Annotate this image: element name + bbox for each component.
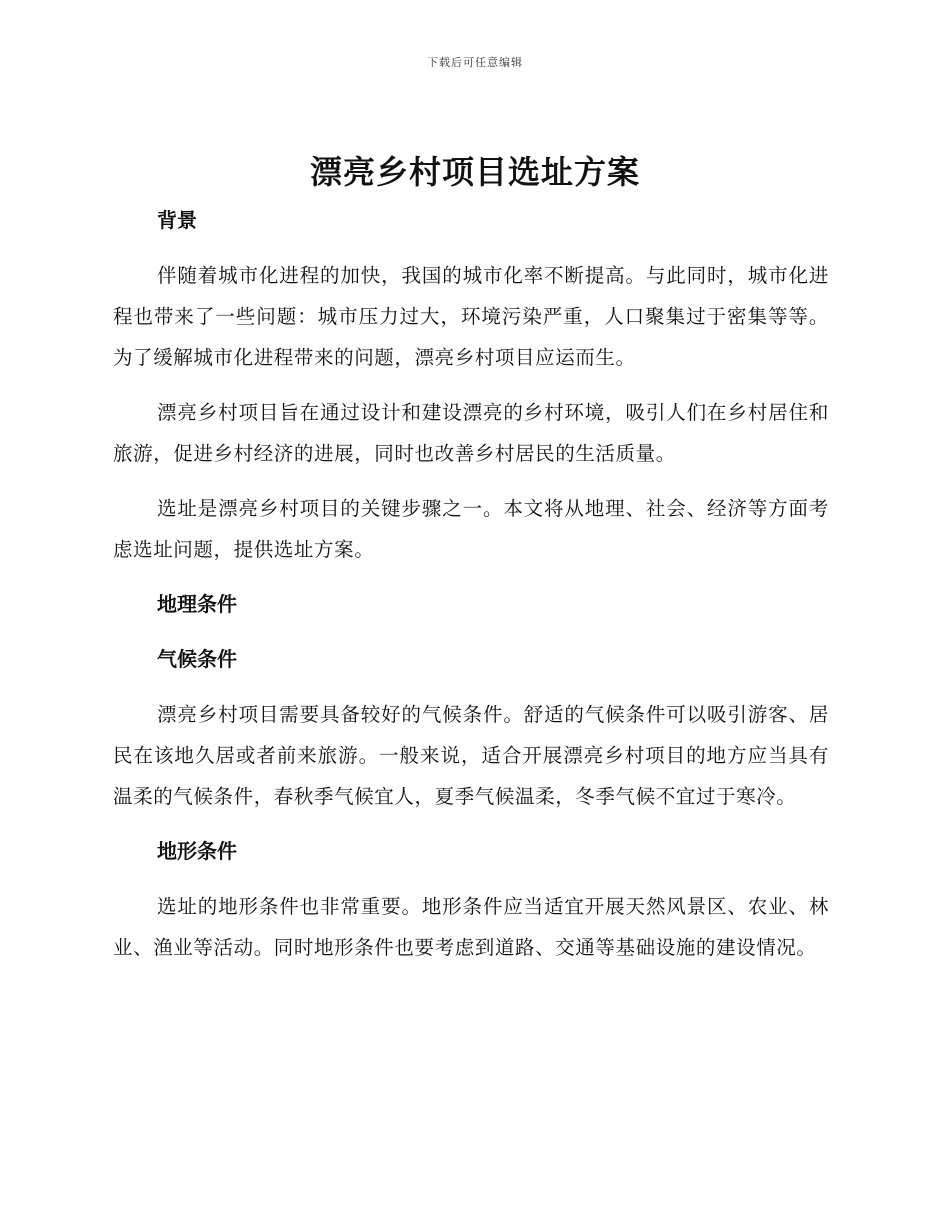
paragraph-background-3: 选址是漂亮乡村项目的关键步骤之一。本文将从地理、社会、经济等方面考虑选址问题，提供选址方案。 bbox=[113, 497, 829, 561]
section-heading-background: 背景 bbox=[157, 208, 197, 232]
document-title: 漂亮乡村项目选址方案 bbox=[309, 153, 640, 191]
page-header-note: 下载后可任意编辑 bbox=[427, 56, 523, 69]
paragraph-terrain-1: 选址的地形条件也非常重要。地形条件应当适宜开展天然风景区、农业、林业、渔业等活动。同时地形条件也要考虑到道路、交通等基础设施的建设情况。 bbox=[113, 895, 829, 959]
section-heading-climate: 气候条件 bbox=[157, 647, 237, 671]
document-body bbox=[113, 200, 829, 968]
section-heading-terrain: 地形条件 bbox=[157, 839, 237, 863]
paragraph-background-2: 漂亮乡村项目旨在通过设计和建设漂亮的乡村环境，吸引人们在乡村居住和旅游，促进乡村经济的进展，同时也改善乡村居民的生活质量。 bbox=[113, 401, 829, 465]
paragraph-background-1: 伴随着城市化进程的加快，我国的城市化率不断提高。与此同时，城市化进程也带来了一些问题：城市压力过大，环境污染严重，人口聚集过于密集等等。为了缓解城市化进程带来的问题，漂亮乡村项目应运而生。 bbox=[113, 264, 829, 369]
paragraph-climate-1: 漂亮乡村项目需要具备较好的气候条件。舒适的气候条件可以吸引游客、居民在该地久居或者前来旅游。一般来说，适合开展漂亮乡村项目的地方应当具有温柔的气候条件，春秋季气候宜人，夏季气候温柔，冬季气候不宜过于寒冷。 bbox=[113, 703, 829, 808]
section-heading-geography: 地理条件 bbox=[157, 592, 237, 616]
